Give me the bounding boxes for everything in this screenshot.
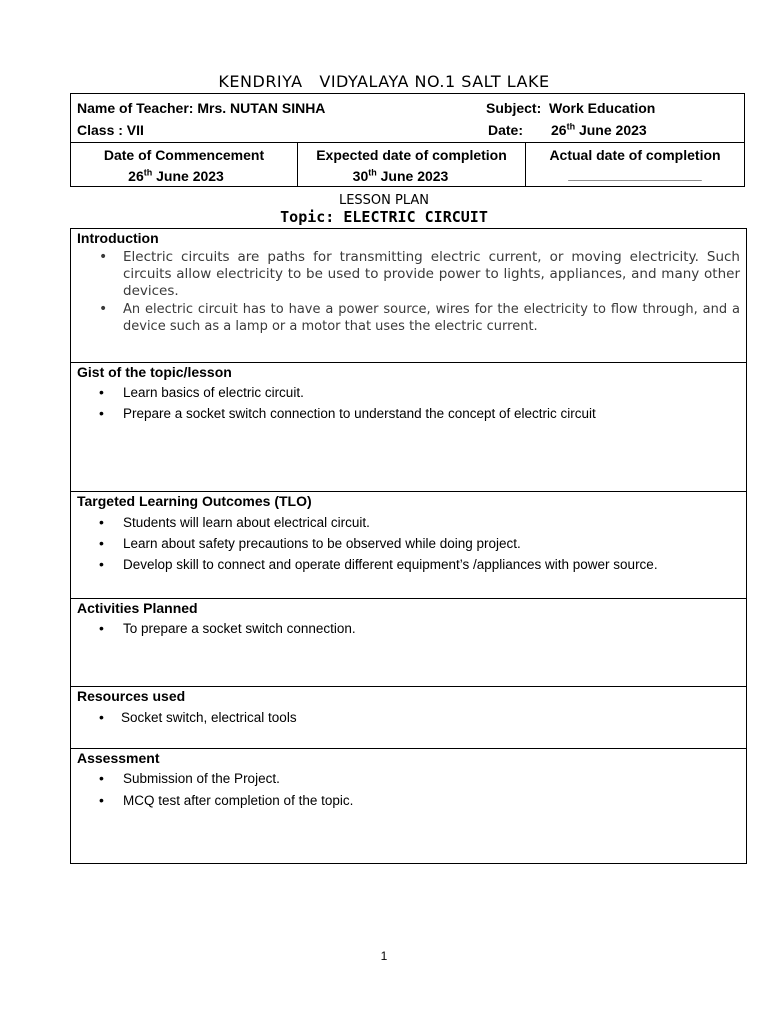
expected-completion-value: 30th June 2023: [352, 167, 449, 184]
section-title: Activities Planned: [77, 600, 198, 616]
commencement-label: Date of Commencement: [103, 147, 265, 163]
gist-list: [71, 384, 740, 422]
list-item: • Submission of the Project.: [99, 770, 280, 786]
list-item: • Develop skill to connect and operate different equipment’s /appliances with power source.: [99, 556, 658, 572]
section-title: Resources used: [77, 688, 186, 704]
list-item: • Socket switch, electrical tools: [99, 709, 297, 725]
section-title: Gist of the topic/lesson: [77, 364, 232, 380]
assessment-list: [71, 770, 740, 809]
list-item: • Learn basics of electric circuit.: [99, 384, 304, 400]
actual-completion-blank: ____________________: [568, 168, 702, 182]
commencement-value: 26th June 2023: [128, 167, 224, 184]
introduction-list: [71, 249, 740, 335]
teacher-info-box: [70, 93, 745, 143]
topic-title: Topic: ELECTRIC CIRCUIT: [280, 208, 488, 226]
teacher-name: Name of Teacher: Mrs. NUTAN SINHA: [77, 100, 326, 116]
list-item: • Electric circuits are paths for transmitting electric current, or moving electricity. Such circuits allow electricity to be used to provide power to lights, appliances, and many other devices.: [99, 249, 740, 299]
assessment-section: [70, 748, 747, 864]
subject-value: Work Education: [549, 100, 656, 116]
activities-section: [70, 598, 747, 687]
section-title: Targeted Learning Outcomes (TLO): [77, 493, 312, 509]
list-item: • An electric circuit has to have a power source, wires for the electricity to flow through, and a device such as a lamp or a motor that uses the electric current.: [99, 301, 740, 334]
resources-list: [71, 709, 740, 726]
lesson-plan-label: LESSON PLAN: [338, 193, 430, 208]
school-name: KENDRIYA VIDYALAYA NO.1 SALT LAKE: [218, 72, 550, 91]
page-number: 1: [380, 949, 388, 963]
gist-section: [70, 362, 747, 492]
list-item: • Students will learn about electrical circuit.: [99, 514, 370, 530]
section-title: Introduction: [77, 230, 159, 246]
activities-list: [71, 620, 740, 637]
date-label: Date:: [488, 122, 524, 138]
expected-completion-label: Expected date of completion: [316, 147, 507, 163]
list-item: • Prepare a socket switch connection to understand the concept of electric circuit: [99, 405, 596, 421]
resources-section: [70, 686, 747, 749]
section-title: Assessment: [77, 750, 160, 766]
list-item: • To prepare a socket switch connection.: [99, 620, 356, 636]
actual-completion-label: Actual date of completion: [549, 147, 721, 163]
dates-table: [70, 142, 745, 187]
tlo-section: [70, 491, 747, 599]
subject-label: Subject:: [486, 100, 542, 116]
tlo-list: [71, 514, 740, 573]
list-item: • MCQ test after completion of the topic.: [99, 792, 354, 808]
introduction-section: [70, 228, 747, 363]
class-label: Class : VII: [77, 122, 144, 138]
date-value: 26th June 2023: [551, 121, 647, 138]
list-item: • Learn about safety precautions to be observed while doing project.: [99, 535, 521, 551]
